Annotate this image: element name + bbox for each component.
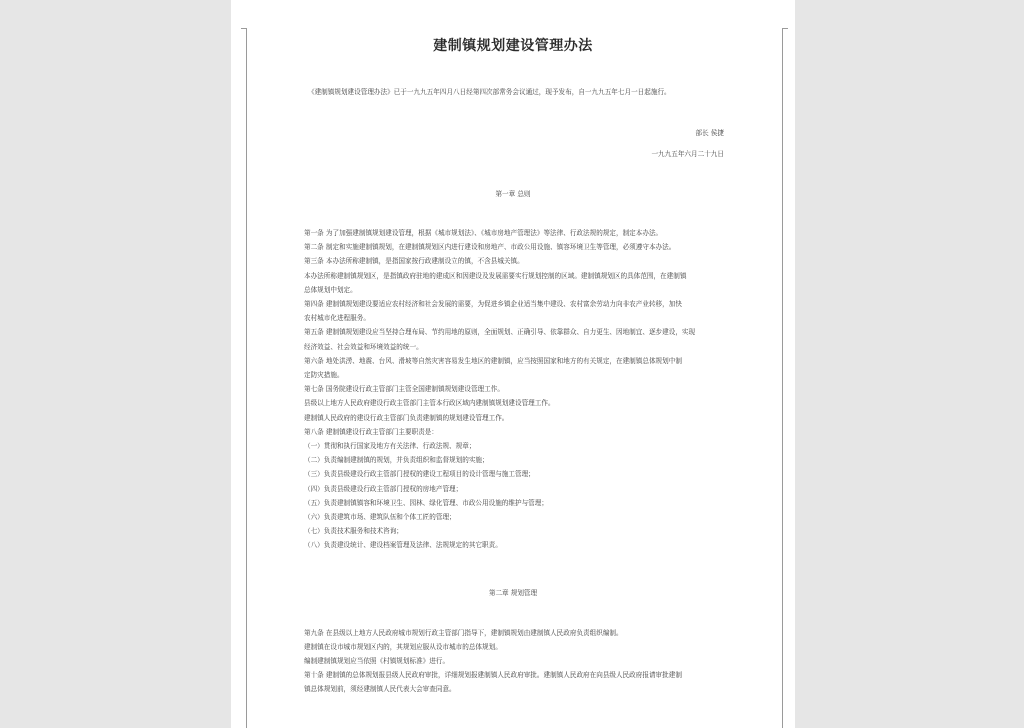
crop-mark-left [241, 28, 247, 29]
body-line: （七）负责技术服务和技术咨询； [304, 527, 403, 536]
intro-paragraph: 《建制镇规划建设管理办法》已于一九九五年四月八日经第四次部常务会议通过，现予发布，自一九九五年七月一日起施行。 [308, 88, 671, 96]
page-margin-line-left [246, 28, 247, 728]
body-line: 总体规划中划定。 [304, 285, 357, 294]
body-line: 第五条 建制镇规划建设应当坚持合理布局、节约用地的原则，全面规划、正确引导、依靠群众、自力更生、因地制宜、逐步建设，实现 [304, 328, 696, 337]
body-line: 编制建制镇规划应当依照《村镇规划标准》进行。 [304, 657, 450, 665]
body-line: 第九条 在县级以上地方人民政府城市规划行政主管部门指导下，建制镇规划由建制镇人民政府负责组织编制。 [304, 629, 623, 637]
body-line: （六）负责建筑市场、建筑队伍和个体工匠的管理； [304, 513, 456, 521]
body-line: 定防灾措施。 [304, 371, 344, 379]
body-line: 第七条 国务院建设行政主管部门主管全国建制镇规划建设管理工作。 [304, 385, 504, 394]
body-line: 第十条 建制镇的总体规划报县级人民政府审批，详细规划报建制镇人民政府审批。建制镇人民政府在向县级人民政府报请审批建制 [304, 671, 682, 679]
page-margin-line-right [782, 28, 783, 728]
body-line: （五）负责建制镇镇容和环境卫生、园林、绿化管理、市政公用设施的维护与管理； [304, 498, 548, 507]
body-line: 县级以上地方人民政府建设行政主管部门主管本行政区域内建制镇规划建设管理工作。 [304, 399, 555, 408]
body-line: 第一条 为了加强建制镇规划建设管理，根据《城市规划法》、《城市房地产管理法》等法律、行政法规的规定，制定本办法。 [304, 229, 663, 237]
body-line: 镇总体规划前，须经建制镇人民代表大会审查同意。 [304, 685, 456, 693]
body-line: 第二条 制定和实施建制镇规划，在建制镇规划区内进行建设和房地产、市政公用设施、镇容环境卫生等管理，必须遵守本办法。 [304, 243, 676, 252]
document-title: 建制镇规划建设管理办法 [433, 38, 593, 54]
body-line: 第三条 本办法所称建制镇，是指国家按行政建制设立的镇，不含县城关镇。 [304, 257, 524, 266]
body-line: （二）负责编制建制镇的规划，并负责组织和监督规划的实施； [304, 456, 489, 465]
body-line: 本办法所称建制镇规划区，是指镇政府驻地的建成区和因建设及发展需要实行规划控制的区域。建制镇规划区的具体范围，在建制镇 [304, 271, 687, 280]
body-line: （八）负责建设统计、建设档案管理及法律、法规规定的其它职责。 [304, 541, 502, 550]
chapter1-heading: 第一章 总则 [495, 190, 531, 198]
signature: 部长 侯捷 [695, 129, 724, 137]
body-line: （三）负责县级建设行政主管部门授权的建设工程项目的设计管理与施工管理； [304, 470, 535, 479]
body-line: 经济效益、社会效益和环境效益的统一。 [304, 342, 423, 351]
body-line: 建制镇人民政府的建设行政主管部门负责建制镇的规划建设管理工作。 [304, 413, 509, 422]
body-line: 建制镇在设市城市规划区内的，其规划应服从设市城市的总体规划。 [304, 643, 502, 651]
body-line: 第八条 建制镇建设行政主管部门主要职责是： [304, 427, 438, 436]
document-page [231, 0, 795, 728]
issue-date: 一九九五年六月二十九日 [651, 150, 724, 158]
body-line: （四）负责县级建设行政主管部门授权的房地产管理； [304, 484, 463, 493]
crop-mark-right [782, 28, 788, 29]
body-line: 第四条 建制镇规划建设要适应农村经济和社会发展的需要，为促进乡镇企业适当集中建设、农村富余劳动力向非农产业转移，加快 [304, 300, 682, 308]
body-line: 农村城市化进程服务。 [304, 314, 370, 323]
body-line: （一）贯彻和执行国家及地方有关法律、行政法规、规章； [304, 442, 476, 450]
body-line: 第六条 地处洪涝、地震、台风、滑坡等自然灾害容易发生地区的建制镇，应当按照国家和地方的有关规定，在建制镇总体规划中制 [304, 356, 682, 365]
chapter2-heading: 第二章 规划管理 [488, 589, 538, 597]
